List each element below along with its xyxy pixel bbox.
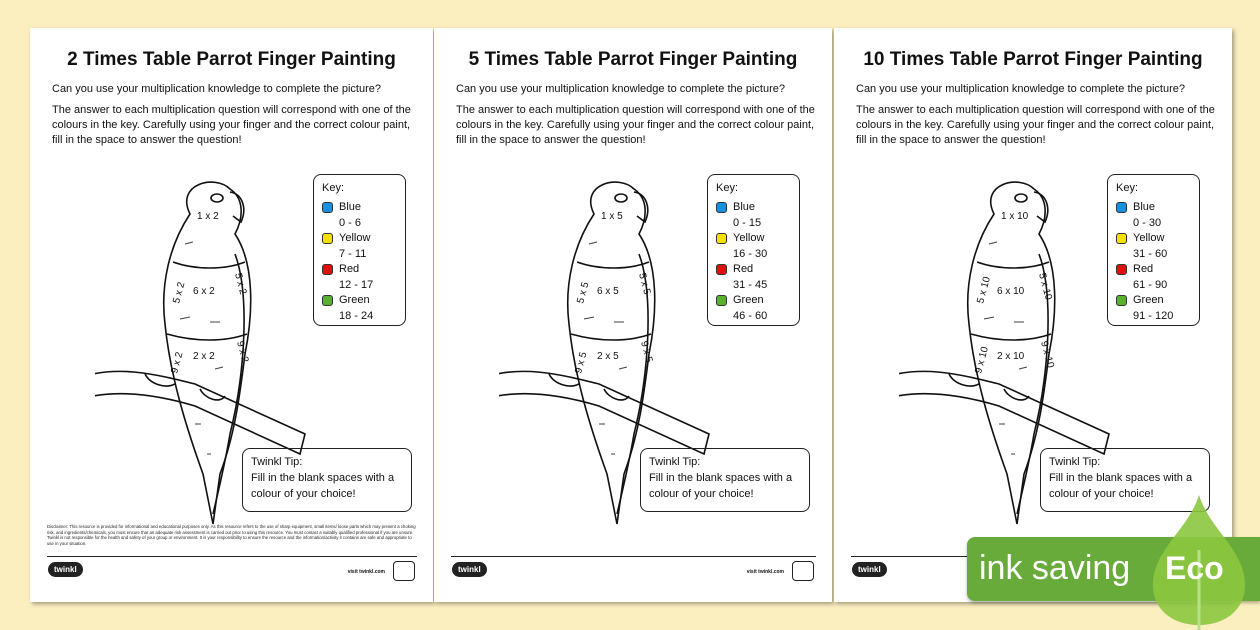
key-item-yellow <box>1116 231 1191 262</box>
key-item-green <box>716 293 791 324</box>
question-label: 5 x 5 <box>575 280 592 305</box>
colour-name: Red <box>1133 263 1154 275</box>
colour-range: 0 - 6 <box>339 216 362 229</box>
colour-name: Yellow <box>339 232 371 244</box>
twinkl-logo: twinkl <box>452 562 487 577</box>
tip-text: Fill in the blank spaces with a colour of your choice! <box>649 472 793 500</box>
colour-name: Blue <box>733 201 756 213</box>
intro-question: Can you use your multiplication knowledge to complete the picture? <box>856 83 1185 95</box>
question-label: 9 x 2 <box>234 339 251 364</box>
question-label: 5 x 10 <box>975 275 993 305</box>
colour-swatch <box>716 264 727 275</box>
key-item-green <box>1116 293 1191 324</box>
tip-title: Twinkl Tip: <box>1049 456 1101 468</box>
colour-swatch <box>322 202 333 213</box>
question-label: 9 x 2 <box>169 350 186 375</box>
question-label: 2 x 5 <box>597 351 619 362</box>
colour-name: Yellow <box>733 232 765 244</box>
colour-range: 91 - 120 <box>1133 309 1174 322</box>
key-item-blue <box>716 200 791 231</box>
colour-name: Red <box>339 263 360 275</box>
colour-range: 16 - 30 <box>733 247 768 260</box>
colour-name: Blue <box>339 201 362 213</box>
question-label: 5 x 10 <box>1036 271 1054 302</box>
colour-key <box>313 174 406 326</box>
quality-badge-icon <box>393 561 415 581</box>
colour-name: Blue <box>1133 201 1156 213</box>
page-title: 10 Times Table Parrot Finger Painting <box>863 49 1203 70</box>
key-item-red <box>716 262 791 293</box>
colour-name: Yellow <box>1133 232 1165 244</box>
twinkl-tip <box>242 448 412 512</box>
quality-badge-icon <box>792 561 814 581</box>
colour-range: 31 - 45 <box>733 278 768 291</box>
colour-range: 0 - 30 <box>1133 216 1162 229</box>
tip-title: Twinkl Tip: <box>649 456 701 468</box>
colour-range: 46 - 60 <box>733 309 768 322</box>
colour-swatch <box>1116 295 1127 306</box>
question-label: 2 x 2 <box>193 351 215 362</box>
key-item-red <box>1116 262 1191 293</box>
colour-name: Green <box>339 294 370 306</box>
intro-text: The answer to each multiplication question will correspond with one of the colours in the key. Carefully using your finger and the correct colour paint, fill in the space to answer the question! <box>856 104 1215 146</box>
key-item-yellow <box>716 231 791 262</box>
disclaimer: Disclaimer: This resource is provided for informational and educational purposes only. As this resource refers to the use of sharp equipment, small items/ loose parts which may present a choking risk, and ingredients/chemicals, you must ensure that an adequate risk assessment is carried out prior to using this resource. You must contact a suitably qualified professional if you are unsure. Twinkl is not responsible for the health and safety of your group or environment. It is your responsibility to ensure the resource and the information/activity it contains are safe and appropriate to use in your situation. <box>47 524 416 546</box>
tip-text: Fill in the blank spaces with a colour of your choice! <box>251 472 395 500</box>
key-item-green <box>322 293 397 324</box>
page-title: 2 Times Table Parrot Finger Painting <box>67 49 396 70</box>
key-item-yellow <box>322 231 397 262</box>
question-label: 6 x 10 <box>997 286 1025 297</box>
footer-divider <box>47 556 417 557</box>
tip-title: Twinkl Tip: <box>251 456 303 468</box>
twinkl-tip <box>640 448 810 512</box>
key-title: Key: <box>322 182 345 194</box>
instructions <box>52 82 423 154</box>
key-title: Key: <box>1116 182 1139 194</box>
colour-range: 0 - 15 <box>733 216 762 229</box>
intro-text: The answer to each multiplication question will correspond with one of the colours in the key. Carefully using your finger and the correct colour paint, fill in the space to answer the question! <box>456 104 815 146</box>
question-label: 5 x 2 <box>232 271 249 296</box>
question-label: 9 x 10 <box>973 345 991 375</box>
key-title: Key: <box>716 182 739 194</box>
colour-range: 12 - 17 <box>339 278 374 291</box>
key-item-blue <box>1116 200 1191 231</box>
twinkl-logo: twinkl <box>48 562 83 577</box>
question-label: 6 x 5 <box>597 286 619 297</box>
colour-range: 61 - 90 <box>1133 278 1168 291</box>
eco-label: Eco <box>1165 550 1224 586</box>
footer-divider <box>451 556 816 557</box>
worksheet-page <box>30 28 433 602</box>
intro-question: Can you use your multiplication knowledge to complete the picture? <box>52 83 381 95</box>
colour-range: 7 - 11 <box>339 247 367 260</box>
question-label: 5 x 2 <box>171 280 188 305</box>
question-label: 9 x 5 <box>573 350 590 375</box>
colour-swatch <box>322 233 333 244</box>
worksheet-page <box>434 28 832 602</box>
question-label: 6 x 2 <box>193 286 215 297</box>
question-label: 1 x 10 <box>1001 211 1029 222</box>
colour-key <box>1107 174 1200 326</box>
key-item-red <box>322 262 397 293</box>
intro-text: The answer to each multiplication question will correspond with one of the colours in the key. Carefully using your finger and the correct colour paint, fill in the space to answer the question! <box>52 104 411 146</box>
question-label: 1 x 2 <box>197 211 219 222</box>
colour-name: Green <box>733 294 764 306</box>
question-label: 9 x 10 <box>1038 339 1056 370</box>
colour-swatch <box>716 295 727 306</box>
colour-swatch <box>322 295 333 306</box>
colour-key <box>707 174 800 326</box>
colour-swatch <box>716 233 727 244</box>
colour-range: 18 - 24 <box>339 309 374 322</box>
visit-link[interactable]: visit twinkl.com <box>746 569 784 575</box>
question-label: 5 x 5 <box>636 271 653 296</box>
colour-swatch <box>1116 202 1127 213</box>
colour-swatch <box>1116 264 1127 275</box>
colour-name: Red <box>733 263 754 275</box>
colour-swatch <box>322 264 333 275</box>
key-item-blue <box>322 200 397 231</box>
instructions <box>456 82 822 154</box>
ink-saving-text: ink saving <box>979 549 1131 587</box>
colour-swatch <box>716 202 727 213</box>
page-title: 5 Times Table Parrot Finger Painting <box>468 49 798 70</box>
tip-text: Fill in the blank spaces with a colour of your choice! <box>1049 472 1193 500</box>
question-label: 9 x 5 <box>638 339 655 364</box>
question-label: 2 x 10 <box>997 351 1025 362</box>
colour-swatch <box>1116 233 1127 244</box>
question-label: 1 x 5 <box>601 211 623 222</box>
instructions <box>856 82 1222 154</box>
intro-question: Can you use your multiplication knowledge to complete the picture? <box>456 83 785 95</box>
colour-name: Green <box>1133 294 1164 306</box>
twinkl-logo: twinkl <box>852 562 887 577</box>
visit-link[interactable]: visit twinkl.com <box>347 569 385 575</box>
colour-range: 31 - 60 <box>1133 247 1168 260</box>
